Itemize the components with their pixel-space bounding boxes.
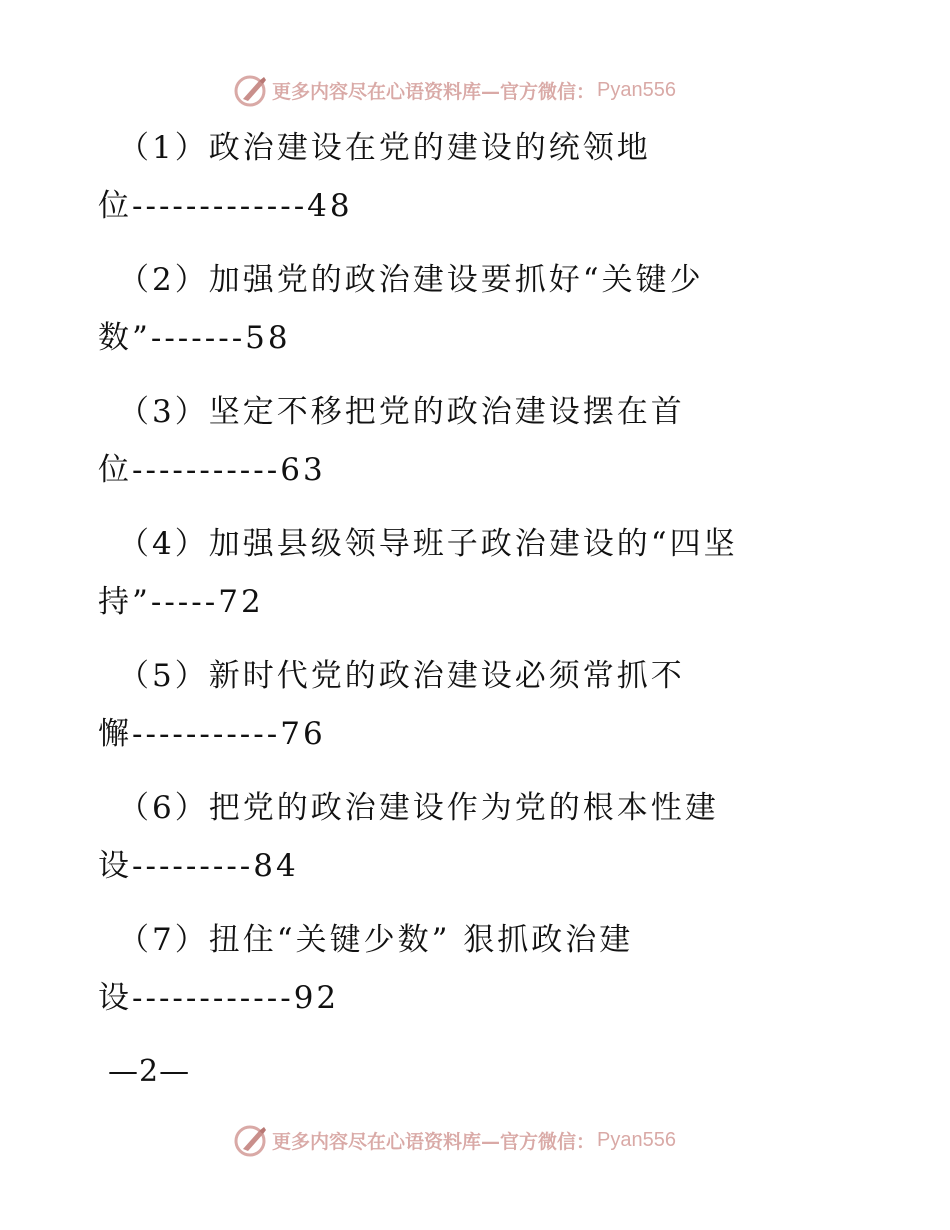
toc-entry[interactable]: [98, 258, 858, 390]
page-number: —2—: [108, 1054, 191, 1089]
pen-logo-icon: [234, 73, 268, 107]
pen-logo-icon: [234, 1123, 268, 1157]
toc-entry-title: （3）坚定不移把党的政治建设摆在首: [118, 394, 685, 430]
banner-text: 更多内容尽在心语资料库—官方微信：: [272, 80, 596, 103]
toc-entry-page-line: 设------------92: [98, 980, 340, 1016]
toc-entry-page-line: 持”-----72: [98, 584, 264, 620]
toc-entry-page-line: 位-----------63: [98, 452, 326, 488]
banner-wechat-id: Pyan556: [597, 1128, 676, 1151]
header-watermark-banner: [234, 72, 676, 108]
toc-entry-title: （6）把党的政治建设作为党的根本性建: [118, 790, 719, 826]
toc-entry[interactable]: [98, 654, 858, 786]
toc-entry-page-line: 数”-------58: [98, 320, 291, 356]
banner-wechat-id: Pyan556: [597, 78, 676, 101]
toc-entry-page-line: 位-------------48: [98, 188, 353, 224]
toc-entry[interactable]: [98, 522, 858, 654]
footer-watermark-banner: [234, 1122, 676, 1158]
toc-entry-page-line: 懈-----------76: [98, 716, 326, 752]
toc-entry[interactable]: [98, 126, 858, 258]
toc-entry-page-line: 设---------84: [98, 848, 299, 884]
toc-entry-title: （7）扭住“关键少数” 狠抓政治建: [118, 922, 634, 958]
toc-entry-title: （1）政治建设在党的建设的统领地: [118, 130, 651, 166]
toc-entry[interactable]: [98, 390, 858, 522]
toc-entry-title: （5）新时代党的政治建设必须常抓不: [118, 658, 685, 694]
table-of-contents: [98, 126, 858, 1050]
toc-entry-title: （4）加强县级领导班子政治建设的“四坚: [118, 526, 738, 562]
banner-text: 更多内容尽在心语资料库—官方微信：: [272, 1130, 596, 1153]
toc-entry[interactable]: [98, 786, 858, 918]
toc-entry-title: （2）加强党的政治建设要抓好“关键少: [118, 262, 704, 298]
toc-entry[interactable]: [98, 918, 858, 1050]
